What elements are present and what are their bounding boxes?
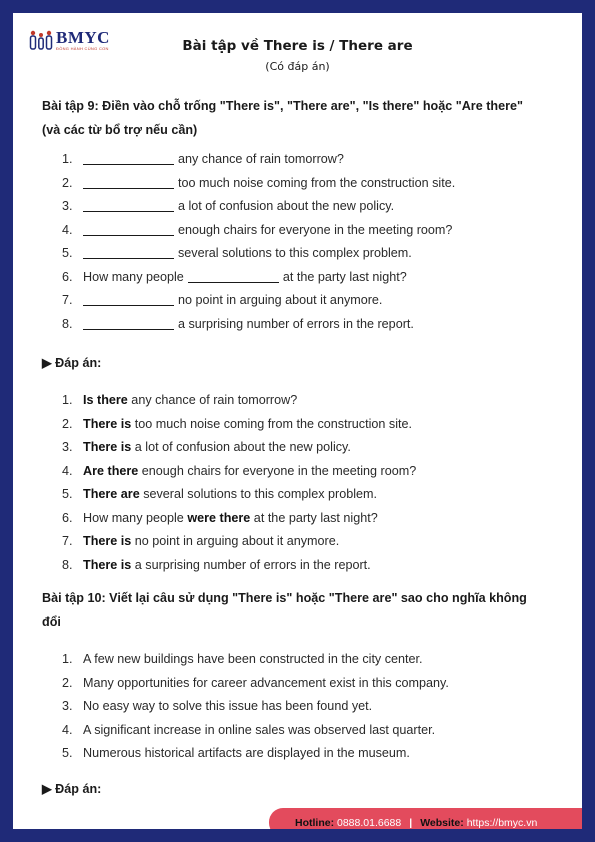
list-item: [62, 246, 455, 270]
exercise-9-answers: [62, 393, 416, 581]
item-number: 8.: [62, 557, 73, 572]
answer-blank[interactable]: [83, 152, 174, 165]
item-number: 7.: [62, 534, 73, 548]
list-item: [62, 723, 449, 747]
list-item: [62, 293, 455, 317]
answer-text: no point in arguing about it anymore.: [131, 534, 340, 548]
item-number: 4.: [62, 722, 73, 737]
item-number: 5.: [62, 487, 73, 501]
item-number: 4.: [62, 463, 73, 478]
list-item: [62, 676, 449, 700]
answer-text: a lot of confusion about the new policy.: [131, 440, 351, 454]
page-subtitle: (Có đáp án): [265, 60, 330, 73]
item-text: enough chairs for everyone in the meeting room?: [178, 222, 453, 237]
answer-bold: There is: [83, 416, 132, 431]
item-number: 4.: [62, 222, 73, 237]
exercise-10-heading: Bài tập 10: Viết lại câu sử dụng "There is" hoặc "There are" sao cho nghĩa không đổi: [42, 591, 527, 629]
answer-bold: were there: [187, 510, 251, 525]
list-item: [62, 393, 416, 417]
logo-name: BMYC: [56, 28, 110, 47]
exercise-10-questions: [62, 652, 449, 770]
answer-bold: Are there: [83, 463, 139, 478]
answer-blank[interactable]: [83, 223, 174, 236]
answer-blank[interactable]: [83, 317, 174, 330]
answer-text: any chance of rain tomorrow?: [127, 393, 298, 407]
list-item: [62, 652, 449, 676]
item-number: 6.: [62, 269, 73, 284]
list-item: [62, 440, 416, 464]
item-number: 3.: [62, 440, 73, 454]
list-item: [62, 417, 416, 441]
list-item: [62, 464, 416, 488]
answer-bold: There is: [83, 557, 132, 572]
item-number: 1.: [62, 152, 73, 166]
item-number: 3.: [62, 199, 73, 213]
list-item: [62, 199, 455, 223]
answer-text: at the party last night?: [250, 510, 378, 525]
list-item: [62, 176, 455, 200]
list-item: [62, 699, 449, 723]
hotline-label: Hotline:: [295, 816, 335, 829]
answer-blank[interactable]: [188, 270, 279, 283]
item-number: 2.: [62, 175, 73, 190]
item-text: a surprising number of errors in the report.: [178, 316, 414, 331]
answer-text: enough chairs for everyone in the meeting room?: [138, 463, 417, 478]
exercise-9-answer-heading: ▶ Đáp án:: [42, 356, 102, 370]
answer-blank[interactable]: [83, 176, 174, 189]
list-item: [62, 511, 416, 535]
list-item: [62, 317, 455, 341]
footer-separator: |: [409, 816, 413, 829]
item-number: 1.: [62, 652, 73, 666]
answer-text: several solutions to this complex problem.: [139, 487, 377, 501]
exercise-9-heading: Bài tập 9: Điền vào chỗ trống "There is", "There are", "Is there" hoặc "Are there" (và các từ bổ trợ nếu cần): [42, 99, 523, 137]
answer-blank[interactable]: [83, 199, 174, 212]
item-text: A few new buildings have been constructed in the city center.: [83, 652, 423, 666]
website-label: Website:: [420, 816, 464, 829]
item-number: 8.: [62, 316, 73, 331]
item-text: at the party last night?: [282, 269, 407, 284]
item-number: 5.: [62, 246, 73, 260]
answer-text: a surprising number of errors in the report.: [131, 557, 371, 572]
hotline-number[interactable]: 0888.01.6688: [337, 816, 402, 829]
item-text: Many opportunities for career advancement exist in this company.: [83, 675, 449, 690]
item-number: 5.: [62, 746, 73, 760]
contact-footer: [269, 808, 582, 829]
list-item: [62, 487, 416, 511]
item-number: 1.: [62, 393, 73, 407]
item-text: a lot of confusion about the new policy.: [178, 199, 395, 213]
item-number: 3.: [62, 699, 73, 713]
answer-bold: There is: [83, 534, 132, 548]
logo-tagline: ĐỒNG HÀNH CÙNG CON: [56, 46, 109, 51]
list-item: [62, 270, 455, 294]
list-item: [62, 534, 416, 558]
page-title: Bài tập về There is / There are: [182, 38, 413, 54]
answer-text: too much noise coming from the construction site.: [131, 416, 412, 431]
list-item: [62, 558, 416, 582]
answer-text-before: How many people: [83, 510, 188, 525]
worksheet-page: [13, 13, 582, 829]
item-text: too much noise coming from the construction site.: [178, 175, 456, 190]
answer-blank[interactable]: [83, 246, 174, 259]
item-number: 2.: [62, 416, 73, 431]
item-text: several solutions to this complex problem.: [178, 246, 412, 260]
list-item: [62, 746, 449, 770]
item-text: A significant increase in online sales was observed last quarter.: [83, 722, 436, 737]
answer-bold: There are: [83, 487, 140, 501]
list-item: [62, 223, 455, 247]
list-item: [62, 152, 455, 176]
answer-blank[interactable]: [83, 293, 174, 306]
item-text: any chance of rain tomorrow?: [178, 152, 344, 166]
answer-bold: Is there: [83, 393, 128, 407]
item-text: Numerous historical artifacts are displayed in the museum.: [83, 746, 410, 760]
item-text: No easy way to solve this issue has been found yet.: [83, 699, 373, 713]
item-number: 7.: [62, 293, 73, 307]
exercise-9-questions: [62, 152, 455, 340]
item-text: no point in arguing about it anymore.: [178, 293, 383, 307]
item-text-before: How many people: [83, 269, 184, 284]
exercise-10-answer-heading: ▶ Đáp án:: [42, 782, 102, 796]
item-number: 2.: [62, 675, 73, 690]
item-number: 6.: [62, 510, 73, 525]
website-link[interactable]: https://bmyc.vn: [466, 816, 538, 829]
answer-bold: There is: [83, 440, 132, 454]
